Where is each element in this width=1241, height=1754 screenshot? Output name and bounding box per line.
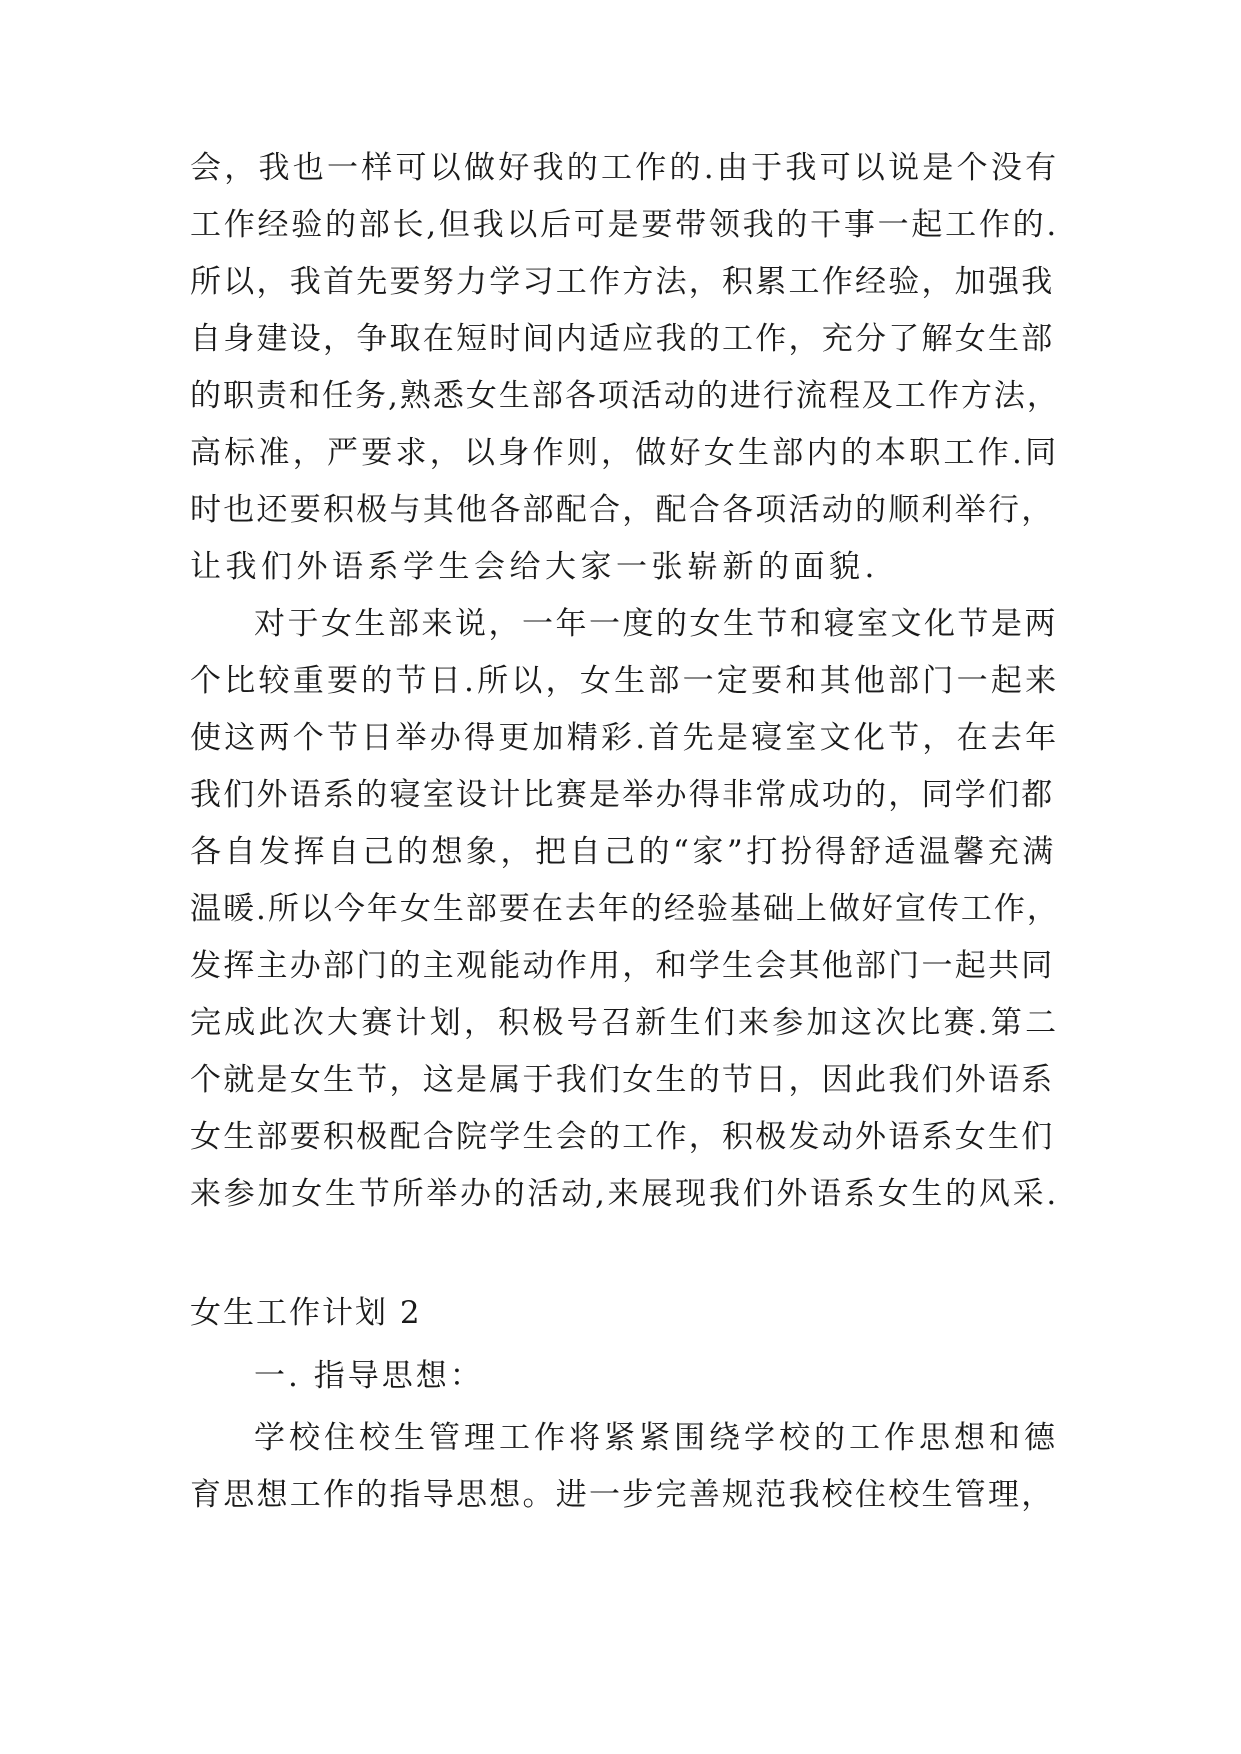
text-line: 完成此次大赛计划，积极号召新生们来参加这次比赛.第二 <box>190 1005 1060 1041</box>
text-line: 我们外语系的寝室设计比赛是举办得非常成功的，同学们都 <box>190 777 1055 813</box>
text-line: 所以，我首先要努力学习工作方法，积累工作经验，加强我 <box>190 264 1055 300</box>
text-line: 会，我也一样可以做好我的工作的.由于我可以说是个没有 <box>190 150 1060 186</box>
text-line: 工作经验的部长,但我以后可是要带领我的干事一起工作的. <box>190 207 1059 243</box>
text-line: 高标准，严要求，以身作则，做好女生部内的本职工作.同 <box>190 435 1060 471</box>
text-line: 个就是女生节，这是属于我们女生的节日，因此我们外语系 <box>190 1062 1055 1098</box>
text-line: 让我们外语系学生会给大家一张崭新的面貌. <box>190 549 879 585</box>
text-line: 个比较重要的节日.所以，女生部一定要和其他部门一起来 <box>190 663 1060 699</box>
section-title: 女生工作计划 2 <box>190 1295 422 1331</box>
text-line: 使这两个节日举办得更加精彩.首先是寝室文化节，在去年 <box>190 720 1060 756</box>
text-line: 对于女生部来说，一年一度的女生节和寝室文化节是两 <box>254 606 1058 642</box>
text-line: 女生部要积极配合院学生会的工作，积极发动外语系女生们 <box>190 1119 1055 1155</box>
text-line: 温暖.所以今年女生部要在去年的经验基础上做好宣传工作， <box>190 891 1060 927</box>
text-line: 各自发挥自己的想象，把自己的“家”打扮得舒适温馨充满 <box>190 834 1057 870</box>
text-line: 学校住校生管理工作将紧紧围绕学校的工作思想和德 <box>254 1420 1059 1456</box>
text-line: 自身建设，争取在短时间内适应我的工作，充分了解女生部 <box>190 321 1055 357</box>
text-line: 的职责和任务,熟悉女生部各项活动的进行流程及工作方法， <box>190 378 1060 414</box>
text-line: 来参加女生节所举办的活动,来展现我们外语系女生的风采. <box>190 1176 1059 1212</box>
text-line: 时也还要积极与其他各部配合，配合各项活动的顺利举行， <box>190 492 1055 528</box>
subsection-title: 一. 指导思想： <box>254 1358 484 1394</box>
text-line: 育思想工作的指导思想。进一步完善规范我校住校生管理， <box>190 1477 1055 1513</box>
text-line: 发挥主办部门的主观能动作用，和学生会其他部门一起共同 <box>190 948 1055 984</box>
